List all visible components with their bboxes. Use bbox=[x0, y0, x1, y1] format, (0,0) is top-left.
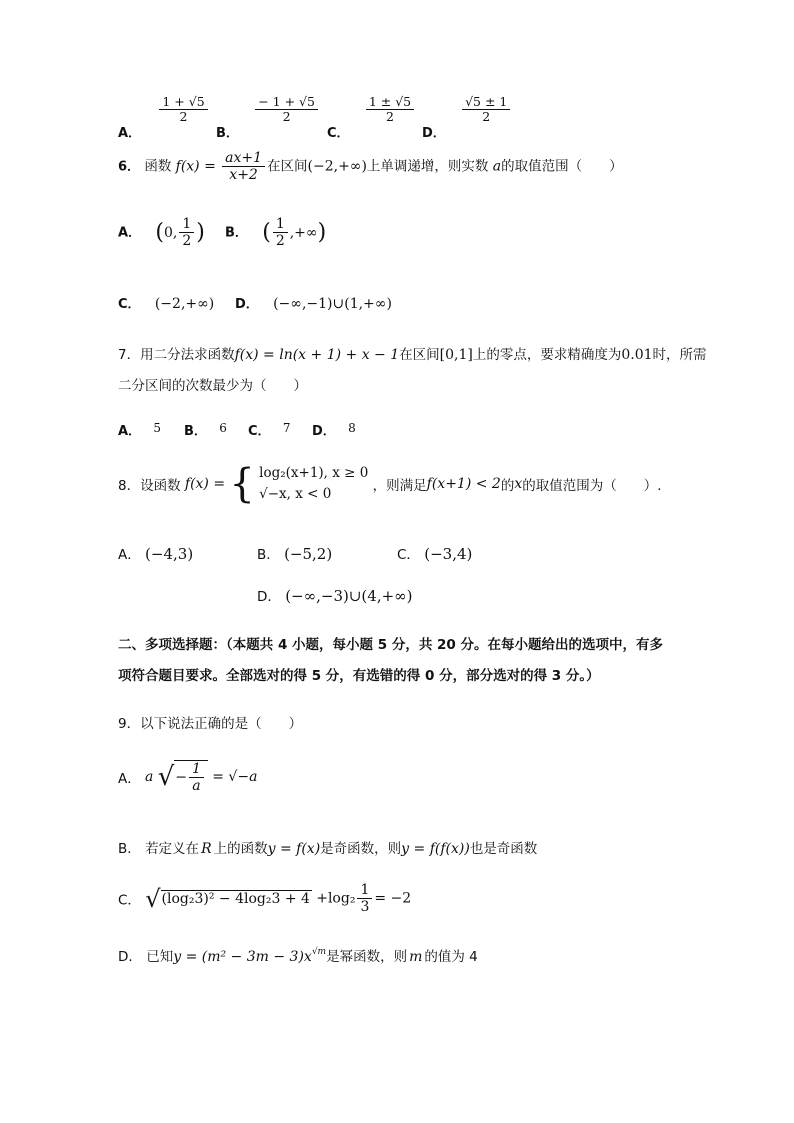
option-label: A． bbox=[118, 125, 142, 141]
question-7-stem-line1 bbox=[118, 343, 707, 363]
interval: (−2,+∞) bbox=[307, 158, 367, 175]
set-name: R bbox=[201, 841, 212, 857]
numerator: 1 bbox=[189, 761, 204, 778]
option-label: B． bbox=[184, 424, 207, 439]
interval-right: ,+∞ bbox=[289, 224, 318, 241]
section-2-heading bbox=[118, 630, 663, 692]
option-label: C． bbox=[397, 547, 420, 563]
q5-option-c bbox=[327, 94, 416, 141]
stem-text: 是奇函数，则 bbox=[320, 841, 402, 857]
denominator: 3 bbox=[360, 899, 370, 916]
variable: m bbox=[409, 949, 423, 965]
numerator: 1 bbox=[273, 216, 288, 233]
option-value: (−3,4) bbox=[424, 545, 473, 563]
variable: a bbox=[492, 158, 502, 175]
option-label: D． bbox=[257, 589, 281, 605]
fraction bbox=[366, 95, 414, 125]
stem-text: 9．以下说法正确的是（ ） bbox=[118, 716, 303, 732]
fraction bbox=[189, 761, 204, 794]
fraction bbox=[159, 95, 207, 125]
section-2-line1: 二、多项选择题：（本题共 4 小题，每小题 5 分，共 20 分。在每小题给出的选项中，有多 bbox=[118, 637, 664, 653]
option-label: B． bbox=[257, 547, 280, 563]
stem-text: 上的函数 bbox=[213, 841, 268, 857]
stem-text: 在区间 bbox=[267, 158, 308, 175]
option-value: (−4,3) bbox=[145, 545, 194, 563]
q8-option-b bbox=[257, 543, 332, 563]
numerator: − 1 + √5 bbox=[255, 95, 318, 110]
option-label: A． bbox=[118, 547, 141, 563]
q7-option-c bbox=[248, 420, 290, 439]
right-side: = √−a bbox=[212, 769, 258, 786]
numerator: 1 bbox=[179, 216, 194, 233]
fraction bbox=[357, 882, 372, 915]
stem-text: 若定义在 bbox=[145, 841, 200, 857]
stem-text: 的值为 4 bbox=[424, 949, 478, 965]
fraction bbox=[222, 150, 265, 183]
stem-text: 8．设函数 bbox=[118, 477, 181, 494]
denominator: 2 bbox=[386, 109, 394, 125]
question-8-stem bbox=[118, 460, 662, 507]
fraction bbox=[462, 95, 510, 125]
result: = −2 bbox=[374, 890, 412, 907]
option-label: A． bbox=[118, 424, 142, 439]
option-value: 7 bbox=[282, 421, 291, 435]
coefficient: a bbox=[145, 769, 154, 786]
option-value: (−2,+∞) bbox=[154, 296, 215, 312]
denominator: x+2 bbox=[229, 167, 258, 184]
option-value: (−5,2) bbox=[284, 545, 333, 563]
radicand: (log₂3)² − 4log₂3 + 4 bbox=[161, 890, 310, 907]
function-2: y = f(f(x)) bbox=[401, 841, 470, 857]
stem-text: ，则满足 bbox=[372, 477, 427, 494]
option-label: A． bbox=[118, 771, 141, 788]
power-base: x bbox=[303, 949, 312, 965]
stem-text: 也是奇函数 bbox=[469, 841, 538, 857]
option-value: (−∞,−1)∪(1,+∞) bbox=[273, 296, 392, 312]
numerator: 1 + √5 bbox=[159, 95, 207, 110]
option-label: C． bbox=[118, 892, 141, 909]
interval: [0,1] bbox=[439, 347, 473, 363]
stem-text: 上的零点，要求精确度为 bbox=[472, 347, 622, 363]
numerator: ax+1 bbox=[222, 150, 265, 167]
option-label: B． bbox=[225, 225, 248, 241]
numerator: 1 bbox=[357, 882, 372, 899]
stem-text: 的 bbox=[500, 477, 515, 494]
option-value: (−∞,−3)∪(4,+∞) bbox=[285, 587, 413, 605]
question-6-stem bbox=[118, 150, 623, 183]
q7-option-a bbox=[118, 420, 161, 439]
exponent: √m bbox=[311, 947, 327, 957]
q9-option-c: C． √(log₂3)² − 4log₂3 + 4 +log₂ $\frac{1}{3}$ = −2 bbox=[118, 882, 412, 916]
denominator: 2 bbox=[179, 109, 188, 125]
option-label: B． bbox=[118, 841, 141, 857]
stem-text: 时，所需 bbox=[652, 347, 707, 363]
interval-left: 0, bbox=[163, 224, 178, 241]
case-2: √−x, x < 0 bbox=[259, 485, 332, 502]
expression: y = (m² − 3m − 3) bbox=[173, 949, 304, 965]
q6-option-b: B． ( $\frac{1}{2}$ ,+∞) bbox=[225, 216, 327, 250]
option-label: B． bbox=[216, 125, 239, 141]
stem-text: 在区间 bbox=[399, 347, 440, 363]
option-label: D． bbox=[422, 125, 446, 141]
stem-text: 7．用二分法求函数 bbox=[118, 347, 235, 363]
numerator: 1 ± √5 bbox=[366, 95, 414, 110]
denominator: 2 bbox=[275, 233, 285, 250]
numerator: √5 ± 1 bbox=[462, 95, 510, 110]
stem-text: 是幂函数，则 bbox=[326, 949, 408, 965]
function-name: f(x) = bbox=[175, 158, 216, 175]
case-1: log₂(x+1), x ≥ 0 bbox=[259, 465, 369, 481]
function-name: f(x) = bbox=[184, 475, 226, 492]
option-label: C． bbox=[118, 297, 141, 312]
stem-text: 的取值范围（ ） bbox=[501, 158, 623, 175]
question-7-stem-line2 bbox=[118, 374, 307, 394]
q8-option-d bbox=[257, 585, 413, 605]
q7-option-b bbox=[184, 420, 227, 439]
stem-text: 二分区间的次数最少为（ ） bbox=[118, 378, 307, 394]
denominator: 2 bbox=[182, 233, 192, 250]
q6-option-a: A． (0, $\frac{1}{2}$ ) bbox=[118, 216, 205, 250]
fraction bbox=[273, 216, 288, 249]
fraction bbox=[255, 95, 318, 125]
option-value: 6 bbox=[219, 421, 227, 435]
q5-option-a bbox=[118, 94, 210, 141]
denominator: 2 bbox=[282, 109, 291, 125]
stem-text: 函数 bbox=[144, 158, 172, 175]
q5-option-b bbox=[216, 94, 320, 141]
option-label: D． bbox=[118, 949, 142, 965]
variable: x bbox=[514, 475, 523, 492]
option-value: 5 bbox=[153, 421, 161, 435]
left-brace: { bbox=[229, 460, 255, 507]
q9-option-b bbox=[118, 837, 537, 857]
question-9-stem bbox=[118, 712, 302, 732]
q8-option-c bbox=[397, 543, 472, 563]
option-label: D． bbox=[312, 424, 336, 439]
function: f(x) = ln(x + 1) + x − 1 bbox=[234, 347, 400, 363]
option-label: A． bbox=[118, 225, 142, 241]
q5-option-d bbox=[422, 94, 512, 141]
option-value: 8 bbox=[348, 421, 356, 435]
fraction bbox=[179, 216, 194, 249]
question-number: 6． bbox=[118, 159, 141, 175]
denominator: a bbox=[192, 778, 201, 795]
option-label: C． bbox=[327, 125, 350, 141]
option-label: D． bbox=[235, 297, 259, 312]
inequality: f(x+1) < 2 bbox=[426, 475, 501, 492]
precision: 0.01 bbox=[621, 347, 653, 363]
section-2-line2: 项符合题目要求。全部选对的得 5 分，有选错的得 0 分，部分选对的得 3 分。） bbox=[118, 668, 600, 684]
function-1: y = f(x) bbox=[267, 841, 321, 857]
stem-text: 的取值范围为（ ）. bbox=[522, 477, 662, 494]
q9-option-d bbox=[118, 945, 478, 965]
q6-option-c bbox=[118, 293, 214, 312]
option-label: C． bbox=[248, 424, 271, 439]
piecewise-cases bbox=[259, 463, 368, 505]
q8-option-a bbox=[118, 543, 193, 563]
q9-option-a: A． a √− $\frac{1}{a}$ = √−a bbox=[118, 761, 258, 795]
log-term: +log₂ bbox=[316, 890, 356, 907]
denominator: 2 bbox=[482, 109, 491, 125]
q7-option-d bbox=[312, 420, 356, 439]
stem-text: 已知 bbox=[146, 949, 174, 965]
stem-text: 上单调递增，则实数 bbox=[366, 158, 489, 175]
q6-option-d bbox=[235, 293, 392, 312]
